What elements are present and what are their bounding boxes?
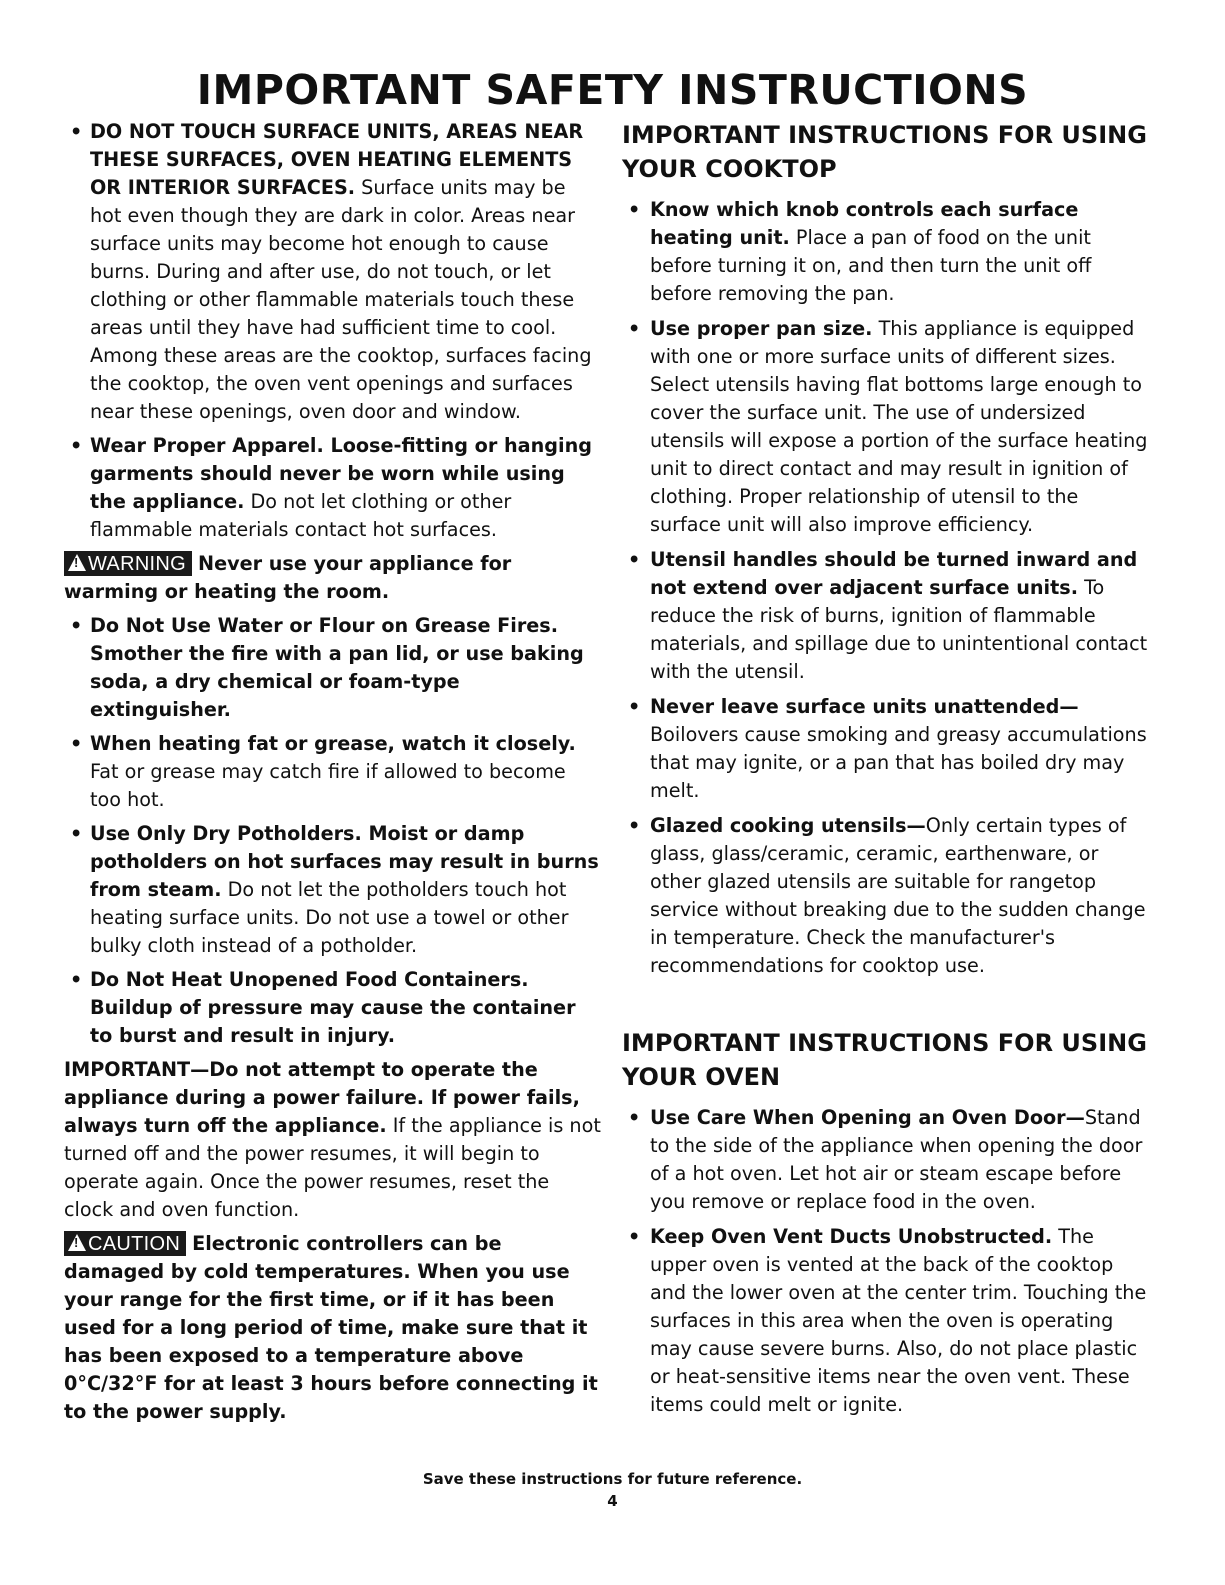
bullet-heating-fat <box>64 730 602 814</box>
important-heading: IMPORTANT—Do not attempt to operate the appliance during a power failure. If power fails, always turn off the appliance. <box>64 1058 580 1137</box>
bullet-heading: Do Not Heat Unopened Food Containers. Buildup of pressure may cause the container to burst and result in injury. <box>90 968 576 1047</box>
bullet-proper-apparel <box>64 432 602 544</box>
bullet-text: Fat or grease may catch fire if allowed to become too hot. <box>90 760 566 811</box>
bullet-text: The upper oven is vented at the back of the cooktop and the lower oven at the center trim. Touching the surfaces in this area when the oven is operating may cause severe burns. Also, do not place plastic or heat-sensitive items near the oven vent. These items could melt or ignite. <box>650 1225 1147 1416</box>
bullet-heading: Never leave surface units unattended— <box>650 695 1079 718</box>
bullet-heading: Use proper pan size. <box>650 317 873 340</box>
bullet-dot: • <box>70 732 83 755</box>
bullet-do-not-touch <box>64 118 602 426</box>
bullet-text: Boilovers cause smoking and greasy accumulations that may ignite, or a pan that has boiled dry may melt. <box>650 723 1147 802</box>
important-text: If the appliance is not turned off and the power resumes, it will begin to operate again. Once the power resumes, reset the clock and oven function. <box>64 1114 601 1221</box>
bullet-text: To reduce the risk of burns, ignition of flammable materials, and spillage due to unintentional contact with the utensil. <box>650 576 1148 683</box>
bullet-dot: • <box>628 1106 641 1129</box>
caution-label-text: CAUTION <box>88 1233 181 1255</box>
bullet-heading: Know which knob controls each surface heating unit. <box>650 198 1079 249</box>
right-column <box>622 118 1152 1426</box>
bullet-dot: • <box>70 968 83 991</box>
bullet-heading: Use Care When Opening an Oven Door— <box>650 1106 1085 1129</box>
bullet-knob-controls <box>622 196 1152 308</box>
page-title: IMPORTANT SAFETY INSTRUCTIONS <box>196 66 1029 114</box>
bullet-text: Do not let clothing or other flammable materials contact hot surfaces. <box>90 490 512 541</box>
left-column <box>64 118 602 1432</box>
bullet-heading: Use Only Dry Potholders. Moist or damp potholders on hot surfaces may result in burns from steam. <box>90 822 599 901</box>
bullet-dot: • <box>70 120 83 143</box>
bullet-oven-door <box>622 1104 1152 1216</box>
oven-heading: IMPORTANT INSTRUCTIONS FOR USING YOUR OVEN <box>622 1029 1147 1091</box>
warning-label <box>64 551 192 576</box>
caution-notice <box>64 1230 602 1426</box>
warning-icon <box>68 554 86 571</box>
cooktop-heading: IMPORTANT INSTRUCTIONS FOR USING YOUR COOKTOP <box>622 121 1147 183</box>
warning-text: Never use your appliance for warming or heating the room. <box>64 552 512 603</box>
bullet-heading: Glazed cooking utensils— <box>650 814 926 837</box>
bullet-utensil-handles <box>622 546 1152 686</box>
bullet-heading: Wear Proper Apparel. Loose-fitting or hanging garments should never be worn while using the appliance. <box>90 434 592 513</box>
warning-label-text: WARNING <box>88 553 187 575</box>
bullet-pan-size <box>622 315 1152 539</box>
bullet-dot: • <box>628 695 641 718</box>
bullet-dry-potholders <box>64 820 602 960</box>
bullet-dot: • <box>70 614 83 637</box>
bullet-text: Only certain types of glass, glass/ceramic, ceramic, earthenware, or other glazed utensils are suitable for rangetop service without breaking due to the sudden change in temperature. Check the manufacturer's recommendations for cooktop use. <box>650 814 1146 977</box>
bullet-grease-fires <box>64 612 602 724</box>
bullet-unattended <box>622 693 1152 805</box>
warning-notice <box>64 550 602 606</box>
bullet-text: This appliance is equipped with one or more surface units of different sizes. Select utensils having flat bottoms large enough to cover the surface unit. The use of undersized utensils will expose a portion of the surface heating unit to direct contact and may result in ignition of clothing. Proper relationship of utensil to the surface unit will also improve efficiency. <box>650 317 1148 536</box>
caution-text: Electronic controllers can be damaged by cold temperatures. When you use your range for the first time, or if it has been used for a long period of time, make sure that it has been exposed to a temperature above 0°C/32°F for at least 3 hours before connecting it to the power supply. <box>64 1232 598 1423</box>
bullet-unopened-containers <box>64 966 602 1050</box>
footer-note: Save these instructions for future reference. <box>422 1470 803 1488</box>
bullet-heading: DO NOT TOUCH SURFACE UNITS, AREAS NEAR THESE SURFACES, OVEN HEATING ELEMENTS OR INTERIOR SURFACES. <box>90 120 584 199</box>
bullet-heading: When heating fat or grease, watch it closely. <box>90 732 576 755</box>
bullet-heading: Keep Oven Vent Ducts Unobstructed. <box>650 1225 1053 1248</box>
bullet-dot: • <box>628 814 641 837</box>
bullet-heading: Utensil handles should be turned inward and not extend over adjacent surface units. <box>650 548 1138 599</box>
bullet-dot: • <box>70 822 83 845</box>
bullet-dot: • <box>70 434 83 457</box>
caution-label <box>64 1231 186 1256</box>
bullet-text: Surface units may be hot even though they are dark in color. Areas near surface units may become hot enough to cause burns. During and after use, do not touch, or let clothing or other flammable materials touch these areas until they have had sufficient time to cool. Among these areas are the cooktop, surfaces facing the cooktop, the oven vent openings and surfaces near these openings, oven door and window. <box>90 176 592 423</box>
bullet-heading: Do Not Use Water or Flour on Grease Fires. Smother the fire with a pan lid, or use baking soda, a dry chemical or foam-type extinguisher. <box>90 614 584 721</box>
bullet-vent-ducts <box>622 1223 1152 1419</box>
bullet-dot: • <box>628 317 641 340</box>
bullet-dot: • <box>628 548 641 571</box>
bullet-text: Do not let the potholders touch hot heating surface units. Do not use a towel or other bulky cloth instead of a potholder. <box>90 878 569 957</box>
page-number: 4 <box>607 1492 618 1510</box>
caution-icon <box>68 1234 86 1251</box>
bullet-dot: • <box>628 1225 641 1248</box>
power-failure-notice <box>64 1056 602 1224</box>
bullet-glazed-utensils <box>622 812 1152 980</box>
bullet-text: Stand to the side of the appliance when opening the door of a hot oven. Let hot air or steam escape before you remove or replace food in the oven. <box>650 1106 1143 1213</box>
bullet-dot: • <box>628 198 641 221</box>
bullet-text: Place a pan of food on the unit before turning it on, and then turn the unit off before removing the pan. <box>650 226 1092 305</box>
